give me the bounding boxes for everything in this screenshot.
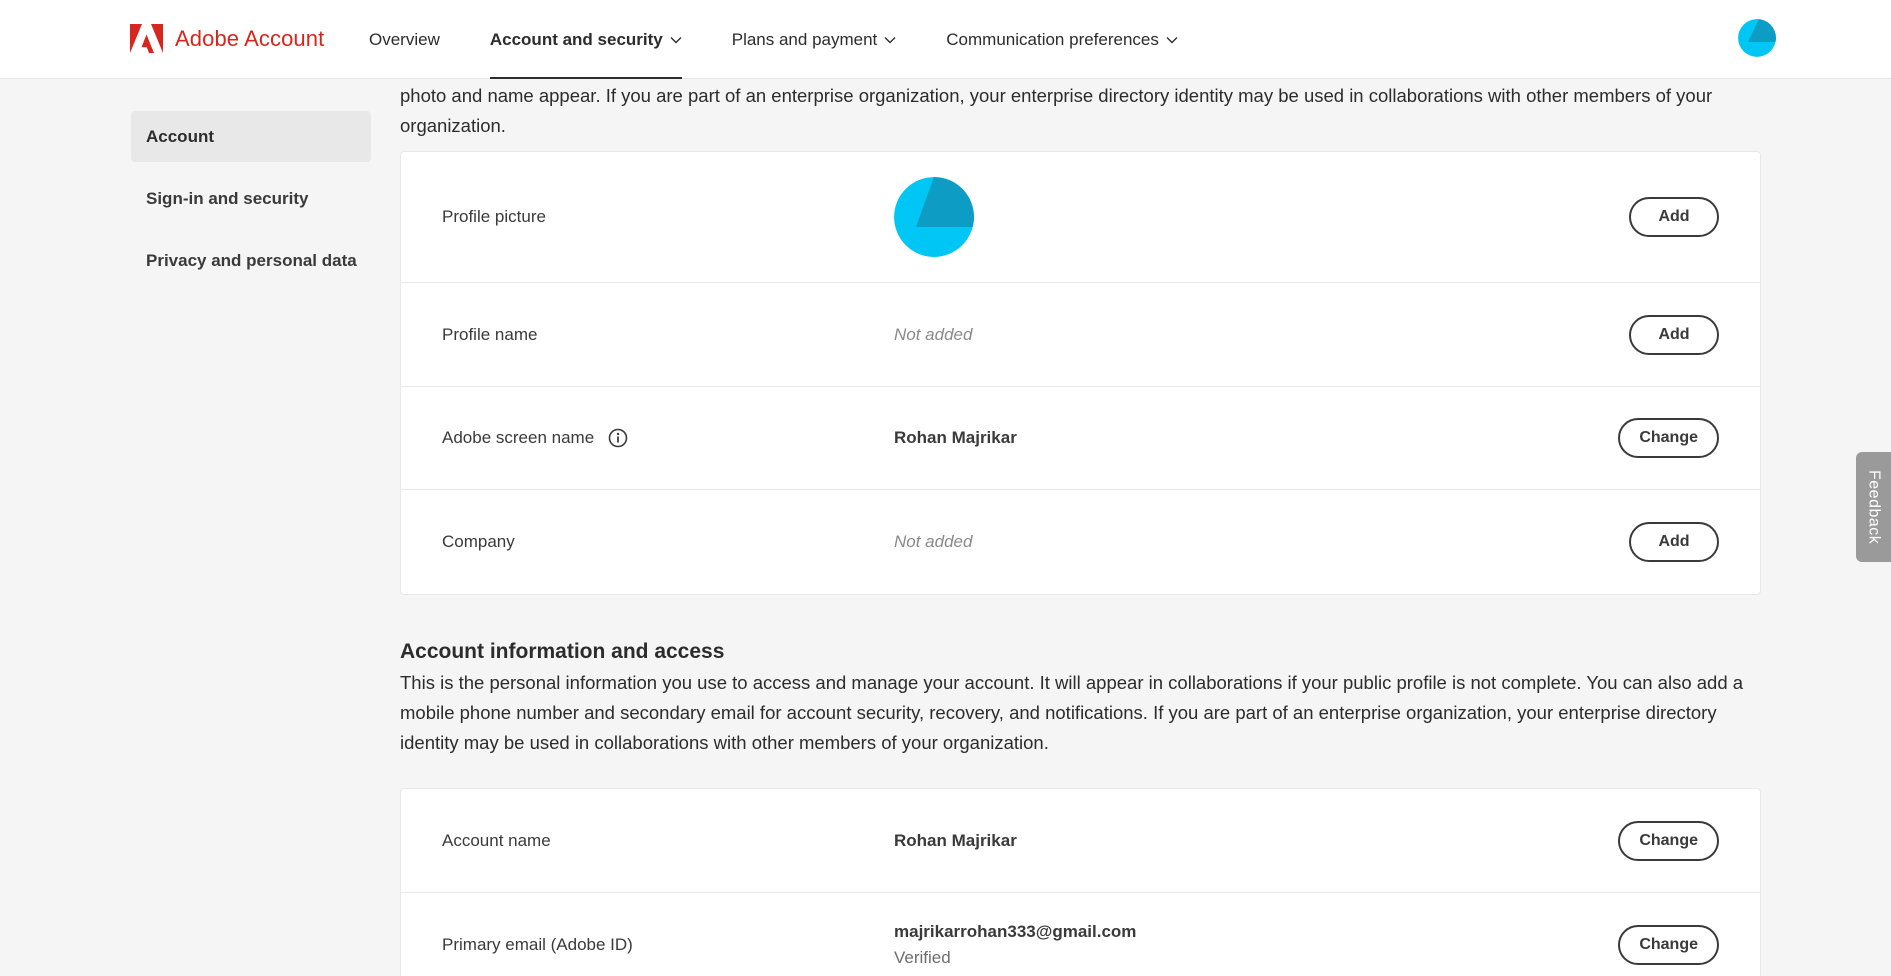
change-screen-name-button[interactable]: Change	[1618, 418, 1719, 458]
main-nav	[369, 0, 1228, 79]
brand-name: Adobe Account	[175, 25, 325, 51]
row-label-text: Adobe screen name	[442, 428, 595, 447]
row-label	[442, 207, 546, 227]
row-label	[442, 428, 628, 448]
adobe-screen-name-row	[401, 387, 1760, 490]
adobe-logo-icon	[130, 24, 163, 53]
chevron-down-icon	[884, 36, 896, 44]
sidebar-item-privacy-and-personal-data[interactable]	[131, 235, 371, 286]
nav-tab-communication-preferences[interactable]	[946, 0, 1178, 79]
nav-tab-account-and-security[interactable]	[490, 0, 682, 79]
nav-tab-plans-and-payment[interactable]	[732, 0, 897, 79]
nav-tab-overview[interactable]	[369, 0, 440, 79]
add-profile-name-button[interactable]: Add	[1629, 315, 1719, 355]
chevron-down-icon	[670, 36, 682, 44]
brand[interactable]	[130, 24, 324, 53]
profile-picture	[894, 177, 974, 257]
primary-email-address: majrikarrohan333@gmail.com	[894, 922, 1137, 941]
sidebar-item-account[interactable]	[131, 111, 371, 162]
row-label	[442, 325, 537, 345]
row-label-text: Primary email (Adobe ID)	[442, 935, 633, 954]
chevron-down-icon	[1166, 36, 1178, 44]
adobe-screen-name-value: Rohan Majrikar	[894, 428, 1017, 447]
feedback-label: Feedback	[1865, 469, 1883, 545]
profile-name-row	[401, 283, 1760, 387]
public-profile-description: photo and name appear. If you are part of an enterprise organization, your enterprise directory identity may be used in collaborations with other members of your organization.	[400, 85, 1713, 136]
sidebar-item-label: Privacy and personal data	[146, 250, 357, 270]
avatar-icon	[1738, 19, 1776, 57]
account-name-value: Rohan Majrikar	[894, 830, 1017, 850]
profile-picture-row	[401, 152, 1760, 283]
feedback-tab[interactable]	[1856, 452, 1891, 562]
row-label	[442, 532, 515, 552]
main-content	[400, 79, 1761, 976]
profile-name-value: Not added	[894, 324, 973, 344]
change-account-name-button[interactable]: Change	[1618, 821, 1719, 861]
nav-tab-label: Plans and payment	[731, 29, 878, 49]
primary-email-value	[894, 922, 1136, 968]
primary-email-row	[401, 893, 1760, 976]
add-profile-picture-button[interactable]: Add	[1629, 197, 1719, 237]
account-name-row	[401, 789, 1760, 893]
email-verified-status: Verified	[894, 948, 951, 967]
avatar-icon	[894, 177, 974, 257]
company-value: Not added	[894, 532, 973, 551]
account-info-title: Account information and access	[400, 640, 725, 663]
user-avatar[interactable]	[1738, 19, 1776, 57]
public-profile-card	[400, 151, 1761, 595]
sidebar-item-label: Sign-in and security	[146, 188, 309, 208]
row-label-text: Profile picture	[442, 207, 546, 226]
row-label-text: Profile name	[442, 324, 538, 344]
add-company-button[interactable]: Add	[1629, 522, 1719, 562]
sidebar-item-sign-in-and-security[interactable]	[131, 173, 371, 224]
change-primary-email-button[interactable]: Change	[1618, 925, 1719, 965]
top-navigation-bar	[0, 0, 1891, 79]
info-icon[interactable]	[608, 428, 628, 448]
row-label	[442, 831, 551, 851]
sidebar-item-label: Account	[146, 126, 214, 146]
row-label-text: Company	[442, 532, 515, 551]
nav-tab-label: Communication preferences	[946, 29, 1159, 49]
sidebar	[131, 111, 371, 297]
account-info-card	[400, 788, 1761, 976]
company-row	[401, 490, 1760, 594]
row-label	[442, 935, 633, 955]
nav-tab-label: Overview	[369, 29, 440, 49]
account-info-description: This is the personal information you use to access and manage your account. It will appear in collaborations if your public profile is not complete. You can also add a mobile phone number and secondary email for account security, recovery, and notifications. If you are part of an enterprise organization, your enterprise directory identity may be used in collaborations with other members of your organization.	[400, 672, 1744, 753]
row-label-text: Account name	[442, 830, 551, 850]
nav-tab-label: Account and security	[489, 29, 663, 49]
